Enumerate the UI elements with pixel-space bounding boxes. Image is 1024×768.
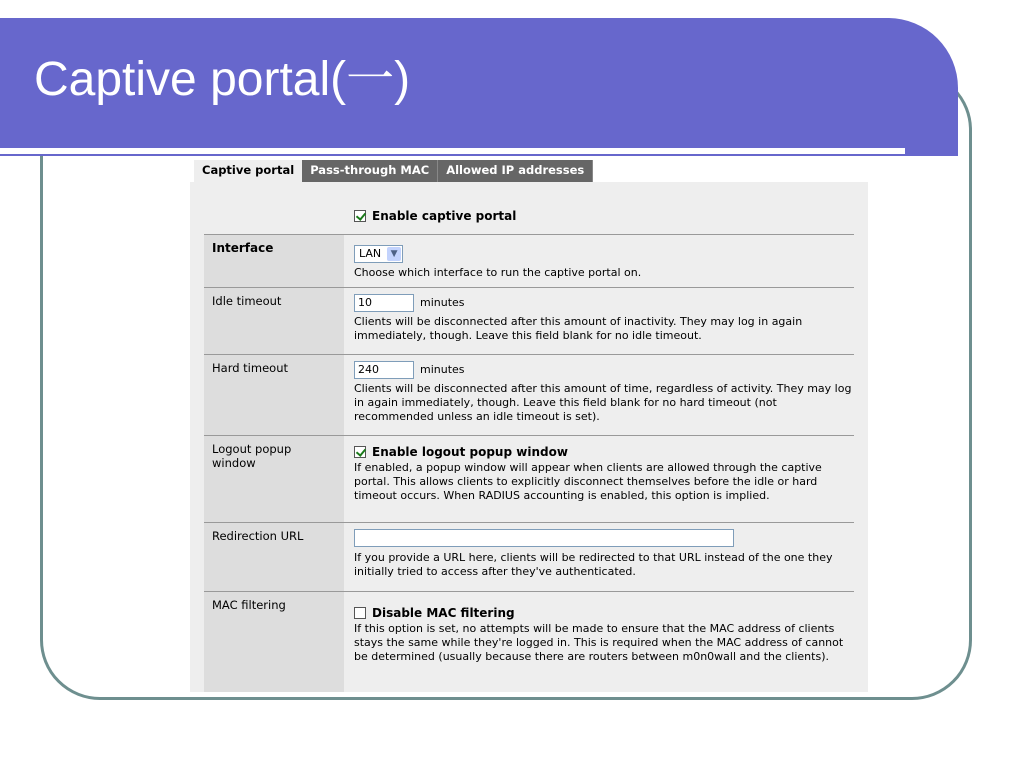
chevron-down-icon: ▼ [387, 247, 401, 261]
hard-timeout-description: Clients will be disconnected after this amount of time, regardless of activity. They may log in again immediately, though. Leave this field blank for no hard timeout (not recommended unless an idle timeout is set). [354, 382, 852, 423]
enable-row [204, 204, 854, 235]
logout-popup-checkbox-label: Enable logout popup window [372, 445, 568, 459]
tab-bar [194, 160, 868, 182]
redirection-url-row [204, 523, 854, 592]
interface-row [204, 235, 854, 288]
tab-pass-through-mac[interactable]: Pass-through MAC [302, 160, 438, 182]
hard-timeout-label: Hard timeout [204, 355, 344, 435]
hard-timeout-row [204, 355, 854, 436]
captive-portal-screenshot [190, 160, 868, 692]
settings-form [190, 182, 868, 692]
enable-label-cell [204, 204, 344, 234]
hard-timeout-unit: minutes [420, 363, 465, 376]
hard-timeout-input[interactable]: 240 [354, 361, 414, 379]
logout-popup-description: If enabled, a popup window will appear when clients are allowed through the captive portal. This allows clients to explicitly disconnect themselves before the idle or hard timeout occurs. When RADIUS accounting is enabled, this option is implied. [354, 461, 822, 502]
hard-timeout-value [352, 355, 854, 424]
logout-popup-value [352, 436, 854, 503]
interface-value [352, 235, 854, 280]
enable-captive-portal-label: Enable captive portal [372, 209, 517, 223]
idle-timeout-unit: minutes [420, 296, 465, 309]
disable-mac-filtering-label: Disable MAC filtering [372, 606, 515, 620]
idle-timeout-input[interactable]: 10 [354, 294, 414, 312]
idle-timeout-value [352, 288, 854, 343]
interface-selected: LAN [359, 247, 382, 260]
interface-description: Choose which interface to run the captive portal on. [354, 266, 642, 279]
logout-popup-row [204, 436, 854, 523]
redirection-url-description: If you provide a URL here, clients will be redirected to that URL instead of the one they initially tried to access after they've authenticated. [354, 551, 833, 578]
idle-timeout-label: Idle timeout [204, 288, 344, 354]
enable-value [352, 204, 854, 224]
logout-popup-label: Logout popup window [204, 436, 344, 522]
idle-timeout-description: Clients will be disconnected after this amount of inactivity. They may log in again immediately, though. Leave this field blank for no idle timeout. [354, 315, 803, 342]
mac-filtering-value [352, 592, 854, 664]
interface-select[interactable] [354, 245, 403, 263]
enable-captive-portal-checkbox[interactable] [354, 210, 366, 222]
redirection-url-input[interactable] [354, 529, 734, 547]
disable-mac-filtering-checkbox[interactable] [354, 607, 366, 619]
redirection-url-value [352, 523, 854, 579]
mac-filtering-row [204, 592, 854, 692]
slide-title: Captive portal(一) [34, 53, 411, 106]
logout-popup-checkbox[interactable] [354, 446, 366, 458]
idle-timeout-row [204, 288, 854, 355]
title-underline [0, 148, 905, 154]
mac-filtering-label: MAC filtering [204, 592, 344, 692]
mac-filtering-description: If this option is set, no attempts will be made to ensure that the MAC address of clients stays the same while they're logged in. This is required when the MAC address of cannot be determined (usually because there are routers between m0n0wall and the clients). [354, 622, 844, 663]
interface-label: Interface [204, 235, 344, 287]
tab-allowed-ip-addresses[interactable]: Allowed IP addresses [438, 160, 593, 182]
tab-captive-portal[interactable]: Captive portal [194, 160, 302, 182]
redirection-url-label: Redirection URL [204, 523, 344, 591]
